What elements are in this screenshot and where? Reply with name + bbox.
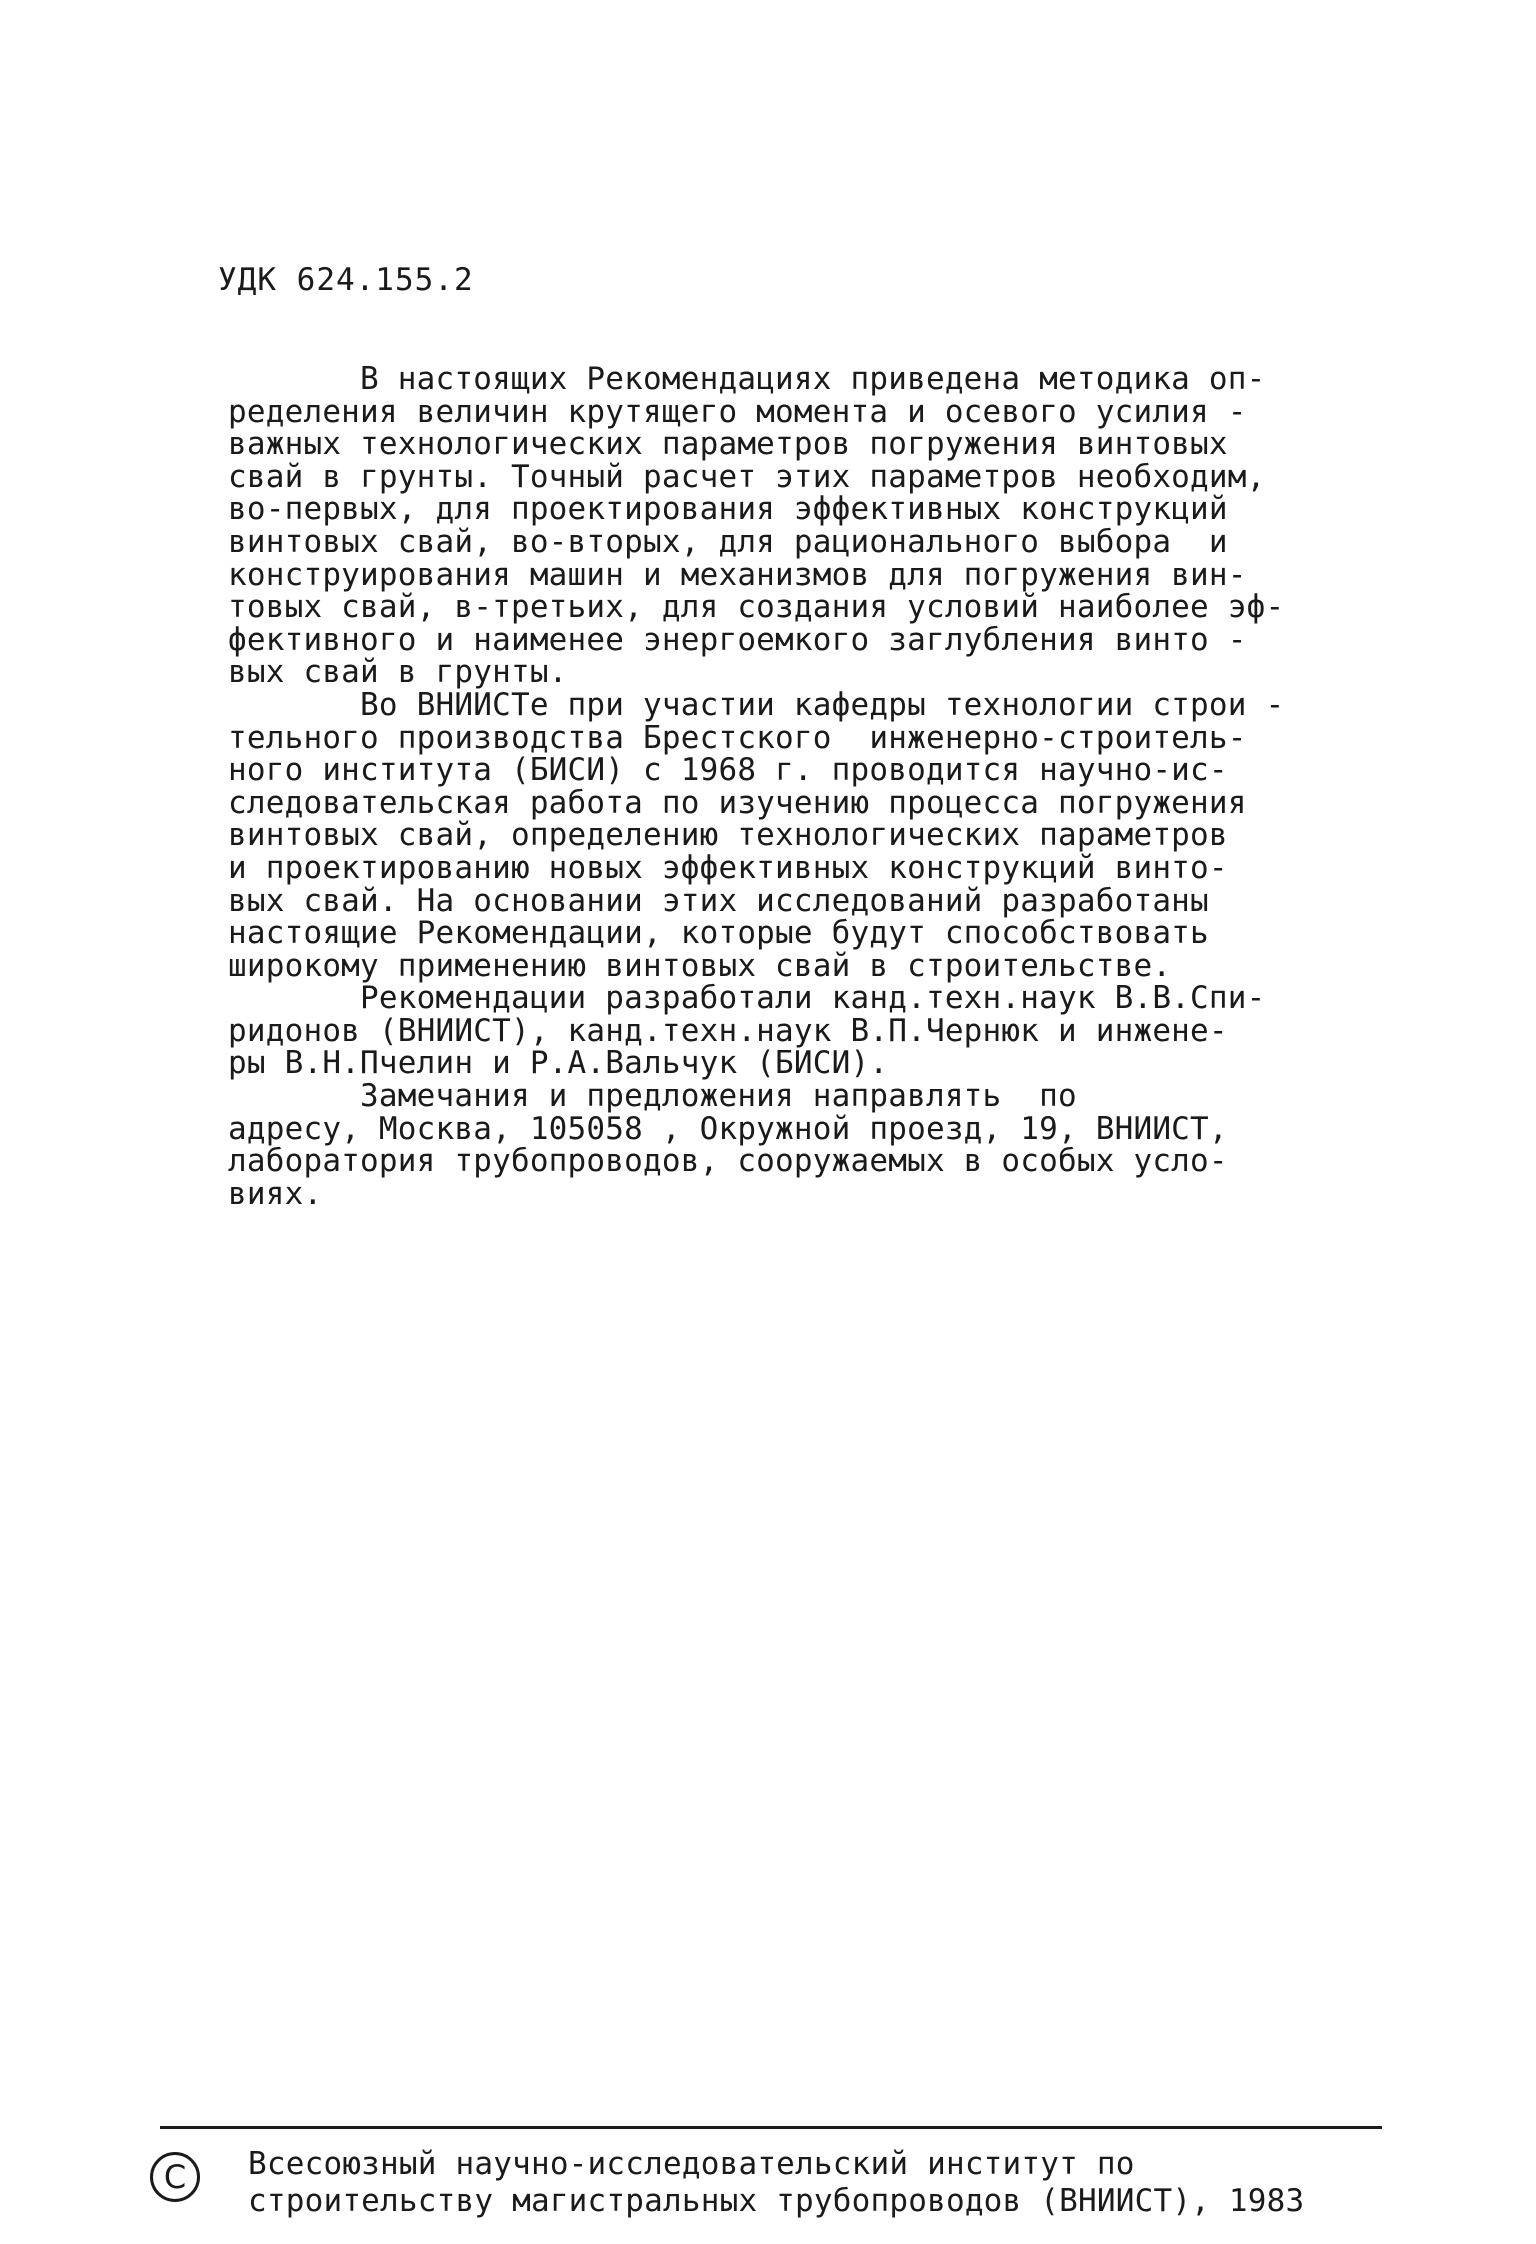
body-line: винтовых свай, определению технологических параметров bbox=[228, 817, 1228, 854]
body-line: фективного и наименее энергоемкого заглубления винто - bbox=[228, 621, 1247, 658]
body-line: конструирования машин и механизмов для погружения вин- bbox=[228, 556, 1247, 593]
body-line: тельного производства Брестского инженерно-строитель- bbox=[228, 719, 1247, 756]
udk-code: УДК 624.155.2 bbox=[218, 262, 474, 298]
body-line: и проектированию новых эффективных конструкций винто- bbox=[228, 849, 1228, 886]
copyright-notice bbox=[248, 2146, 1428, 2220]
body-line: во-первых, для проектирования эффективных конструкций bbox=[228, 491, 1228, 528]
body-line: ределения величин крутящего момента и осевого усилия - bbox=[228, 393, 1247, 430]
body-line: вых свай. На основании этих исследований разработаны bbox=[228, 882, 1209, 919]
copyright-line: Всесоюзный научно-исследовательский институт по bbox=[248, 2146, 1135, 2182]
document-body bbox=[228, 363, 1388, 1210]
body-line: ры В.Н.Пчелин и Р.А.Вальчук (БИСИ). bbox=[228, 1045, 889, 1082]
body-line: В настоящих Рекомендациях приведена методика оп- bbox=[228, 361, 1266, 397]
body-line: виях. bbox=[228, 1175, 323, 1212]
body-line: Рекомендации разработали канд.техн.наук В.В.Спи- bbox=[228, 980, 1266, 1017]
body-line: широкому применению винтовых свай в строительстве. bbox=[228, 947, 1172, 984]
copyright-icon: C bbox=[150, 2152, 200, 2202]
body-line: ридонов (ВНИИСТ), канд.техн.наук В.П.Чернюк и инжене- bbox=[228, 1012, 1228, 1049]
body-line: ного института (БИСИ) с 1968 г. проводится научно-ис- bbox=[228, 752, 1228, 789]
body-line: следовательская работа по изучению процесса погружения bbox=[228, 784, 1247, 821]
body-line: свай в грунты. Точный расчет этих параметров необходим, bbox=[228, 458, 1266, 495]
footer-divider bbox=[160, 2126, 1382, 2129]
body-line: Замечания и предложения направлять по bbox=[228, 1078, 1077, 1115]
body-line: вых свай в грунты. bbox=[228, 654, 568, 691]
body-line: винтовых свай, во-вторых, для рационального выбора и bbox=[228, 523, 1228, 560]
body-line: лаборатория трубопроводов, сооружаемых в особых усло- bbox=[228, 1143, 1228, 1180]
copyright-line: строительству магистральных трубопроводов (ВНИИСТ), 1983 bbox=[248, 2183, 1305, 2219]
body-line: настоящие Рекомендации, которые будут способствовать bbox=[228, 915, 1209, 952]
body-line: важных технологических параметров погружения винтовых bbox=[228, 426, 1228, 463]
body-line: товых свай, в-третьих, для создания условий наиболее эф- bbox=[228, 589, 1285, 626]
body-line: адресу, Москва, 105058 , Окружной проезд, 19, ВНИИСТ, bbox=[228, 1110, 1228, 1147]
body-line: Во ВНИИСТе при участии кафедры технологии строи - bbox=[228, 686, 1285, 723]
